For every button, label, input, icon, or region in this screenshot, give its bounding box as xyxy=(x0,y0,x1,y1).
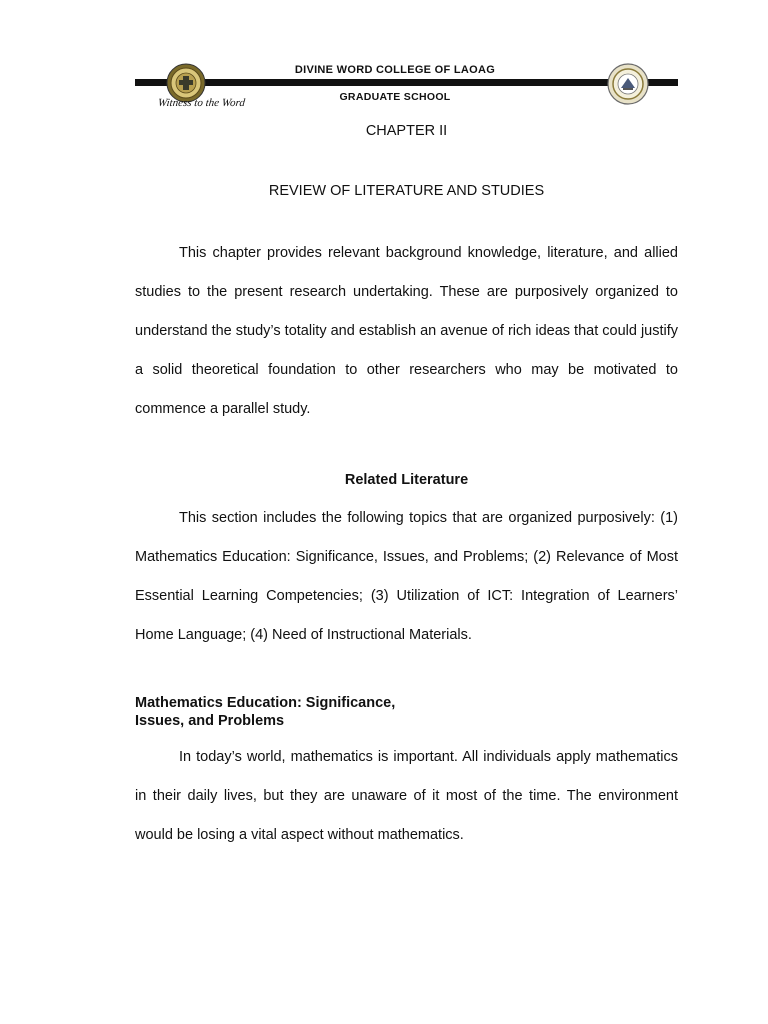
math-education-heading-line1: Mathematics Education: Significance, xyxy=(135,695,396,711)
chapter-title: REVIEW OF LITERATURE AND STUDIES xyxy=(268,183,545,199)
chapter-label: CHAPTER II xyxy=(365,123,448,139)
college-motto: Witness to the Word xyxy=(157,97,246,109)
school-name: GRADUATE SCHOOL xyxy=(339,91,451,103)
graduate-school-seal-icon xyxy=(607,63,649,105)
page-content xyxy=(135,118,678,855)
intro-paragraph: This chapter provides relevant background knowledge, literature, and allied studies to the present research undertaking. These are purposively organized to understand the study’s totality and establish an avenue of rich ideas that could justify a solid theoretical foundation to other researchers who may be motivated to commence a parallel study. xyxy=(135,245,679,417)
math-education-heading-line2: Issues, and Problems xyxy=(135,713,285,729)
related-literature-heading: Related Literature xyxy=(344,472,469,488)
related-literature-paragraph: This section includes the following topics that are organized purposively: (1) Mathematics Education: Significance, Issues, and Problems; (2) Relevance of Most Essential Learning Competencies; (3) Utilization of ICT: Integration of Learners’ Home Language; (4) Need of Instructional Materials. xyxy=(135,510,678,643)
college-name: DIVINE WORD COLLEGE OF LAOAG xyxy=(294,64,496,76)
math-education-paragraph: In today’s world, mathematics is important. All individuals apply mathematics in their daily lives, but they are unaware of it most of the time. The environment would be losing a vital aspect without mathematics. xyxy=(135,749,678,843)
math-education-heading xyxy=(135,694,678,730)
page-header xyxy=(0,0,768,120)
header-rule xyxy=(135,79,678,86)
